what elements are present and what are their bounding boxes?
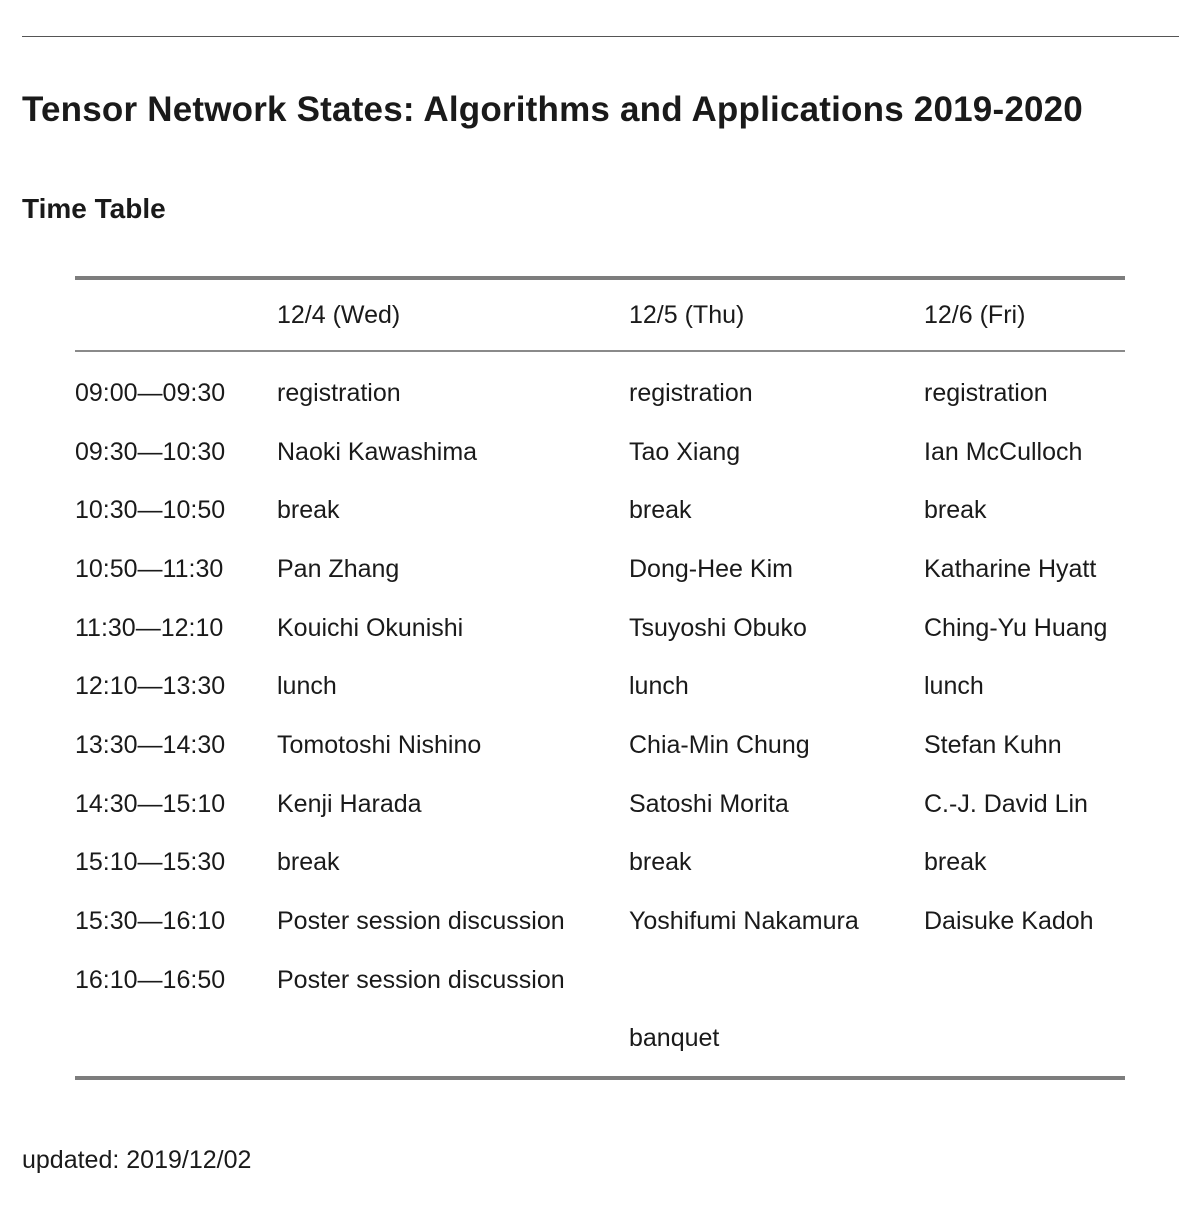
day1-cell: Kenji Harada	[277, 789, 422, 818]
day2-cell: lunch	[629, 672, 689, 701]
table-row	[75, 423, 1125, 482]
table-row	[75, 657, 1125, 716]
time-cell: 09:30—10:30	[75, 437, 226, 466]
time-cell: 09:00—09:30	[75, 378, 226, 407]
time-cell: 13:30—14:30	[75, 730, 226, 759]
day1-cell: lunch	[277, 672, 337, 701]
column-header-day1: 12/4 (Wed)	[277, 300, 401, 329]
day3-cell: break	[924, 496, 987, 525]
day2-cell: Tsuyoshi Obuko	[629, 613, 807, 642]
page-title: Tensor Network States: Algorithms and Applications 2019-2020	[22, 90, 1083, 129]
time-cell	[75, 1010, 277, 1079]
day1-cell: break	[277, 848, 340, 877]
day2-cell: break	[629, 848, 692, 877]
day1-cell	[277, 1010, 629, 1079]
day1-cell: Poster session discussion	[277, 965, 565, 994]
table-row	[75, 834, 1125, 893]
timetable	[75, 276, 1125, 1080]
day2-cell: Satoshi Morita	[629, 789, 789, 818]
table-row	[75, 951, 1125, 1010]
table-row	[75, 540, 1125, 599]
day2-cell: Dong-Hee Kim	[629, 554, 793, 583]
time-cell: 10:30—10:50	[75, 496, 226, 525]
day3-cell: Daisuke Kadoh	[924, 907, 1094, 936]
table-row	[75, 1010, 1125, 1079]
day1-cell: Poster session discussion	[277, 907, 565, 936]
time-cell: 15:10—15:30	[75, 848, 226, 877]
updated-date: updated: 2019/12/02	[22, 1146, 252, 1174]
day2-cell: Tao Xiang	[629, 437, 741, 466]
day1-cell: break	[277, 496, 340, 525]
day3-cell: C.-J. David Lin	[924, 789, 1088, 818]
day3-cell: Stefan Kuhn	[924, 730, 1062, 759]
day1-cell: Pan Zhang	[277, 554, 400, 583]
day2-cell: registration	[629, 378, 753, 407]
table-row	[75, 351, 1125, 423]
column-header-time	[75, 278, 277, 351]
day3-cell: Katharine Hyatt	[924, 554, 1097, 583]
time-cell: 15:30—16:10	[75, 907, 226, 936]
day3-cell: Ching-Yu Huang	[924, 613, 1108, 642]
table-row	[75, 775, 1125, 834]
timetable-body	[75, 351, 1125, 1078]
table-row	[75, 892, 1125, 951]
header-row	[75, 278, 1125, 351]
day3-cell: lunch	[924, 672, 984, 701]
day3-cell	[924, 951, 1125, 1010]
day1-cell: registration	[277, 378, 401, 407]
day1-cell: Tomotoshi Nishino	[277, 730, 482, 759]
day2-cell: Yoshifumi Nakamura	[629, 907, 859, 936]
column-header-day3: 12/6 (Fri)	[924, 300, 1026, 329]
time-cell: 10:50—11:30	[75, 554, 224, 583]
day3-cell	[924, 1010, 1125, 1079]
day2-cell: banquet	[629, 1024, 720, 1053]
day1-cell: Naoki Kawashima	[277, 437, 478, 466]
table-row	[75, 481, 1125, 540]
time-cell: 16:10—16:50	[75, 965, 226, 994]
day3-cell: break	[924, 848, 987, 877]
timetable-header	[75, 278, 1125, 351]
time-cell: 14:30—15:10	[75, 789, 226, 818]
time-cell: 12:10—13:30	[75, 672, 226, 701]
top-divider	[22, 36, 1179, 37]
day2-cell: Chia-Min Chung	[629, 730, 810, 759]
day2-cell: break	[629, 496, 692, 525]
column-header-day2: 12/5 (Thu)	[629, 300, 745, 329]
day1-cell: Kouichi Okunishi	[277, 613, 464, 642]
table-row	[75, 599, 1125, 658]
day3-cell: Ian McCulloch	[924, 437, 1083, 466]
day3-cell: registration	[924, 378, 1048, 407]
table-row	[75, 716, 1125, 775]
day2-cell	[629, 951, 924, 1010]
section-title: Time Table	[22, 193, 166, 224]
time-cell: 11:30—12:10	[75, 613, 224, 642]
